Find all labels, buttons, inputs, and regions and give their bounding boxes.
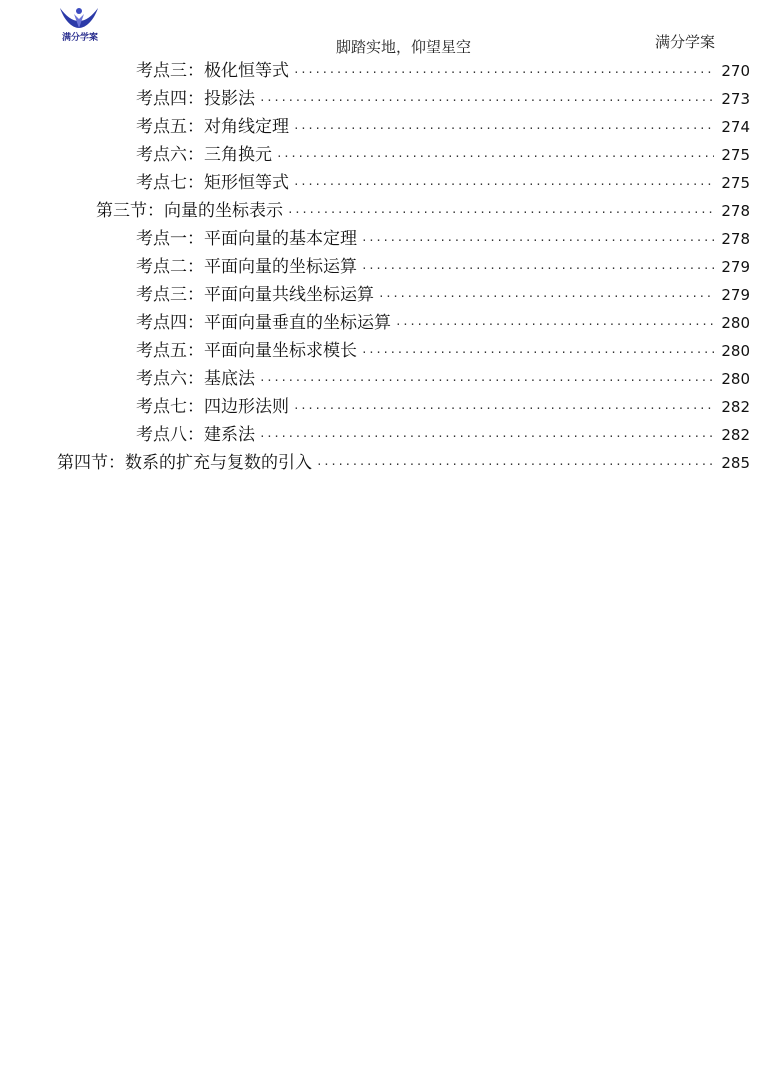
toc-leader-dots xyxy=(293,178,714,191)
toc-entry-label: 考点六：基底法 xyxy=(136,369,255,389)
toc-entry-label: 第三节：向量的坐标表示 xyxy=(96,201,283,221)
toc-leader-dots xyxy=(287,206,714,219)
toc-entry-page: 280 xyxy=(721,342,750,360)
toc-entry-page: 273 xyxy=(721,90,750,108)
toc-entry-label: 考点四：平面向量垂直的坐标运算 xyxy=(136,313,391,333)
toc-entry-page: 282 xyxy=(721,398,750,416)
toc-entry-label: 考点八：建系法 xyxy=(136,425,255,445)
header-brand: 满分学案 xyxy=(655,33,716,51)
toc-entry-page: 275 xyxy=(721,174,750,192)
toc-leader-dots xyxy=(361,346,714,359)
toc-entry[interactable] xyxy=(136,392,750,419)
toc-leader-dots xyxy=(316,458,714,471)
toc-entry-page: 270 xyxy=(721,62,750,80)
toc-entry-label: 考点三：平面向量共线坐标运算 xyxy=(136,285,374,305)
toc-entry-label: 考点二：平面向量的坐标运算 xyxy=(136,257,357,277)
toc-entry[interactable] xyxy=(136,308,750,335)
toc-entry[interactable] xyxy=(136,280,750,307)
toc-entry-page: 285 xyxy=(721,454,750,472)
toc-entry-label: 考点五：平面向量坐标求模长 xyxy=(136,341,357,361)
toc-entry[interactable] xyxy=(136,168,750,195)
toc-entry-label: 考点三：极化恒等式 xyxy=(136,61,289,81)
toc-entry-label: 考点五：对角线定理 xyxy=(136,117,289,137)
toc-entry-page: 275 xyxy=(721,146,750,164)
toc-leader-dots xyxy=(395,318,714,331)
toc-entry-label: 考点六：三角换元 xyxy=(136,145,272,165)
toc-entry-page: 282 xyxy=(721,426,750,444)
toc-leader-dots xyxy=(293,66,714,79)
toc-entry[interactable] xyxy=(136,84,750,111)
toc-entry-label: 考点四：投影法 xyxy=(136,89,255,109)
toc-entry[interactable] xyxy=(136,140,750,167)
toc-entry-label: 第四节：数系的扩充与复数的引入 xyxy=(57,453,312,473)
toc-entry-page: 280 xyxy=(721,370,750,388)
toc-section-entry[interactable] xyxy=(96,196,750,223)
toc-section-entry[interactable] xyxy=(57,448,750,475)
toc-entry[interactable] xyxy=(136,112,750,139)
toc-leader-dots xyxy=(378,290,714,303)
toc-entry-page: 278 xyxy=(721,230,750,248)
toc-entry-label: 考点七：矩形恒等式 xyxy=(136,173,289,193)
toc-entry[interactable] xyxy=(136,56,750,83)
toc-entry-page: 274 xyxy=(721,118,750,136)
toc-leader-dots xyxy=(361,262,714,275)
toc-entry[interactable] xyxy=(136,336,750,363)
toc-leader-dots xyxy=(259,374,714,387)
toc-entry-page: 279 xyxy=(721,258,750,276)
toc-leader-dots xyxy=(259,94,714,107)
toc-leader-dots xyxy=(293,402,714,415)
toc-leader-dots xyxy=(293,122,714,135)
toc-entry-label: 考点一：平面向量的基本定理 xyxy=(136,229,357,249)
toc-entry[interactable] xyxy=(136,420,750,447)
toc-entry[interactable] xyxy=(136,252,750,279)
toc-leader-dots xyxy=(276,150,714,163)
toc-entry-page: 280 xyxy=(721,314,750,332)
toc-entry[interactable] xyxy=(136,364,750,391)
toc-entry-page: 278 xyxy=(721,202,750,220)
header-motto: 脚踏实地，仰望星空 xyxy=(336,38,472,56)
toc-leader-dots xyxy=(361,234,714,247)
toc-leader-dots xyxy=(259,430,714,443)
logo-text: 满分学案 xyxy=(61,33,98,43)
toc-entry-page: 279 xyxy=(721,286,750,304)
toc-entry-label: 考点七：四边形法则 xyxy=(136,397,289,417)
toc-entry[interactable] xyxy=(136,224,750,251)
